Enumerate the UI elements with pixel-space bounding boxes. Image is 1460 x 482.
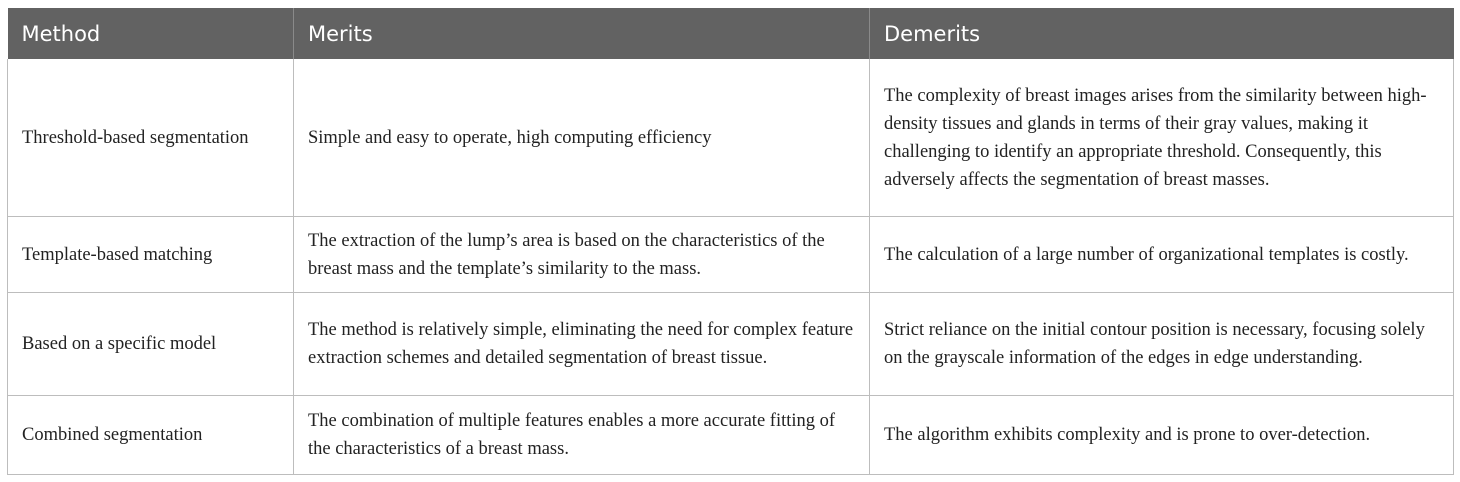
merits-cell: The extraction of the lump’s area is based on the characteristics of the breast mass and the template’s similarity to the mass.: [294, 217, 870, 293]
method-cell: Template-based matching: [8, 217, 294, 293]
method-cell: Threshold-based segmentation: [8, 59, 294, 217]
header-merits: Merits: [294, 8, 870, 59]
demerits-cell: The algorithm exhibits complexity and is prone to over-detection.: [870, 396, 1454, 475]
table-row: [8, 396, 1454, 475]
demerits-cell: The complexity of breast images arises from the similarity between high-density tissues and glands in terms of their gray values, making it challenging to identify an appropriate threshold. Consequently, this adversely affects the segmentation of breast masses.: [870, 59, 1454, 217]
header-method: Method: [8, 8, 294, 59]
demerits-cell: The calculation of a large number of organizational templates is costly.: [870, 217, 1454, 293]
header-row: [8, 8, 1454, 59]
header-demerits: Demerits: [870, 8, 1454, 59]
merits-cell: The method is relatively simple, eliminating the need for complex feature extraction schemes and detailed segmentation of breast tissue.: [294, 293, 870, 396]
table-header: [8, 8, 1454, 59]
merits-cell: The combination of multiple features enables a more accurate fitting of the characteristics of a breast mass.: [294, 396, 870, 475]
method-cell: Combined segmentation: [8, 396, 294, 475]
table-row: [8, 59, 1454, 217]
merits-cell: Simple and easy to operate, high computing efficiency: [294, 59, 870, 217]
methods-comparison-table: [7, 8, 1454, 475]
method-cell: Based on a specific model: [8, 293, 294, 396]
table-row: [8, 293, 1454, 396]
demerits-cell: Strict reliance on the initial contour position is necessary, focusing solely on the grayscale information of the edges in edge understanding.: [870, 293, 1454, 396]
table-body: [8, 59, 1454, 475]
table-row: [8, 217, 1454, 293]
